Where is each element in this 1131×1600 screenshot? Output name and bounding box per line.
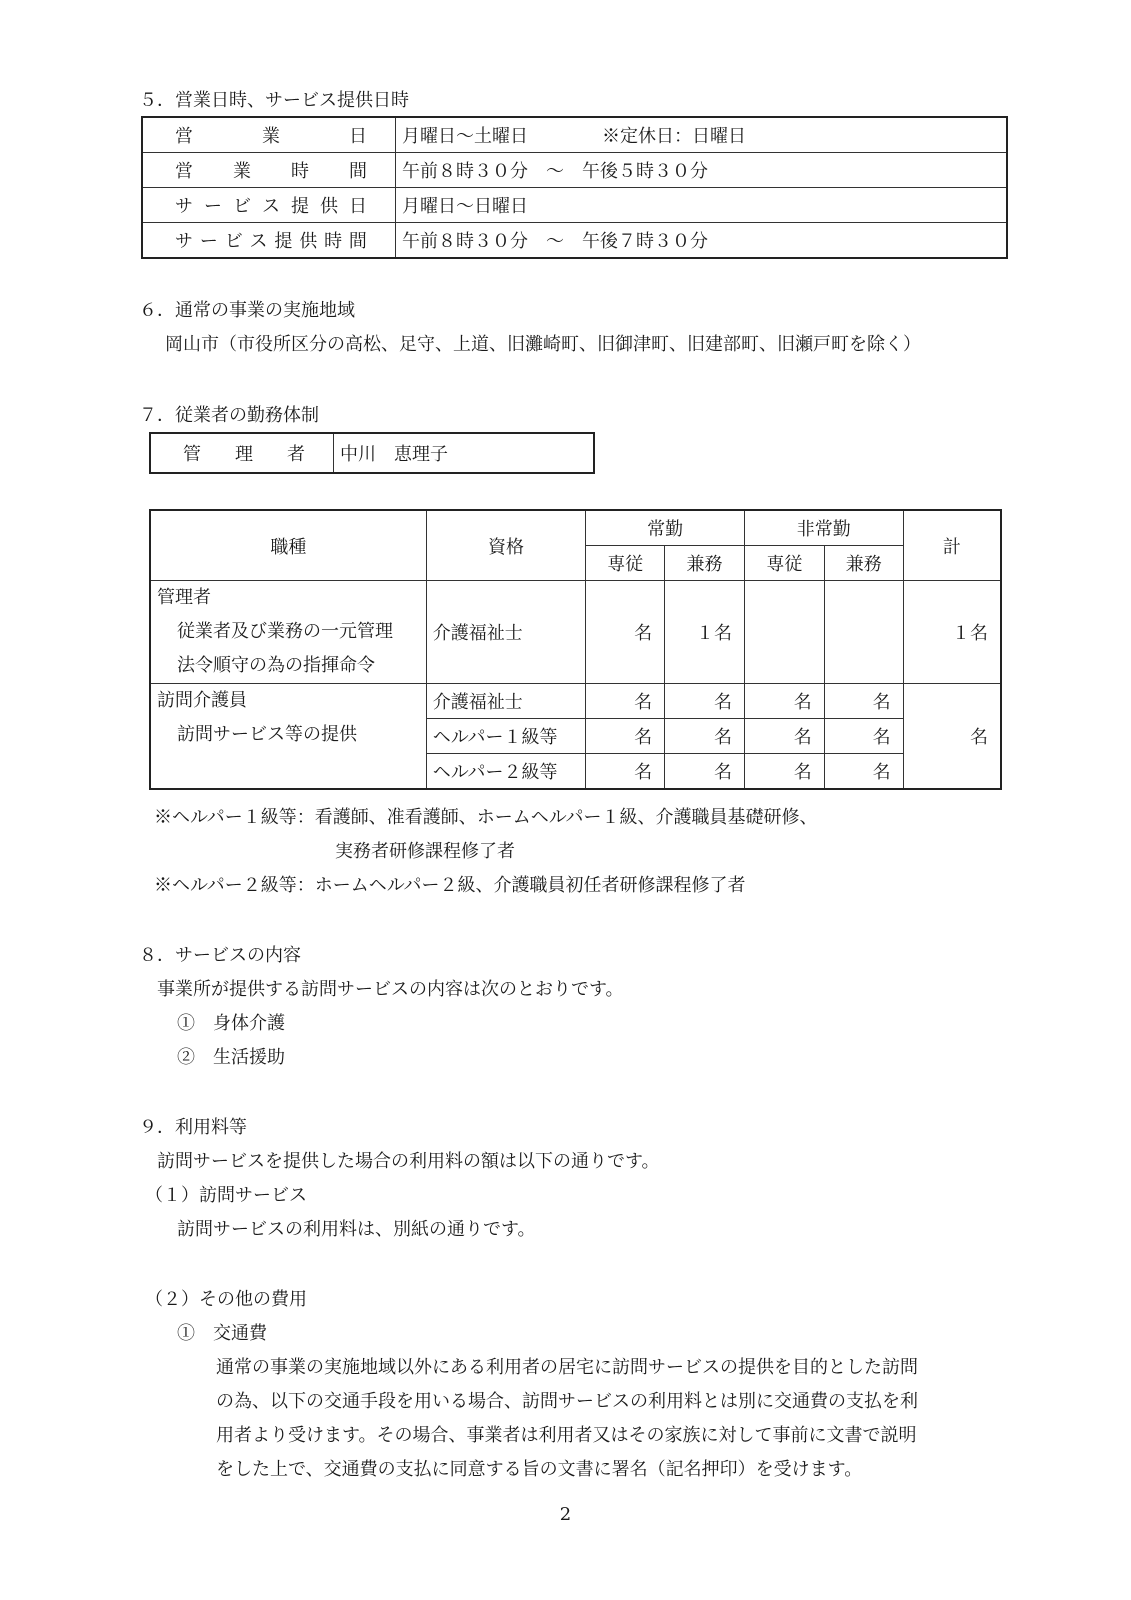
hours-value-note: ※定休日：日曜日 <box>602 126 746 147</box>
label-char: 日 <box>349 196 367 217</box>
section8-heading: ８．サービスの内容 <box>139 945 301 966</box>
manager-table <box>149 432 595 474</box>
label-char: 営 <box>175 126 193 147</box>
manager-role-desc1: 従業者及び業務の一元管理 <box>177 621 393 642</box>
service-item-1: ① 身体介護 <box>177 1013 285 1034</box>
hours-row-value <box>396 153 1008 188</box>
section9-heading: ９．利用料等 <box>139 1117 247 1138</box>
section7-heading: ７．従業者の勤務体制 <box>139 405 319 426</box>
hv-2-pt-dedicated: 名 <box>744 754 824 790</box>
header-fulltime: 常勤 <box>586 510 745 546</box>
sub2-line-3: 用者より受けます。その場合、事業者は利用者又はその家族に対して事前に文書で説明 <box>216 1425 917 1446</box>
service-area-text: 岡山市（市役所区分の高松、足守、上道、旧灘崎町、旧御津町、旧建部町、旧瀬戸町を除く） <box>165 334 921 355</box>
home-helper-desc: 訪問サービス等の提供 <box>177 724 357 745</box>
page-number: 2 <box>559 1504 572 1525</box>
label-char: 業 <box>262 126 280 147</box>
hours-value-main: 月曜日～日曜日 <box>402 196 528 217</box>
hours-row <box>142 117 1007 153</box>
label-char: ビ <box>224 231 243 252</box>
manager-role-desc2: 法令順守の為の指揮命令 <box>177 655 375 676</box>
hv-1-pt-concurrent: 名 <box>824 719 903 754</box>
hv-0-pt-concurrent: 名 <box>824 684 903 719</box>
manager-qualification: 介護福祉士 <box>426 581 586 684</box>
section8-intro: 事業所が提供する訪問サービスの内容は次のとおりです。 <box>157 979 624 1000</box>
manager-label <box>150 433 334 473</box>
hours-value-main: 午前８時３０分 ～ 午後５時３０分 <box>402 161 708 182</box>
manager-pt-dedicated <box>744 581 824 684</box>
sub2-line-2: の為、以下の交通手段を用いる場合、訪問サービスの利用料とは別に交通費の支払を利 <box>216 1391 918 1412</box>
header-fulltime-concurrent: 兼務 <box>665 546 745 581</box>
label-char: 時 <box>324 231 343 252</box>
header-qualification: 資格 <box>426 510 586 581</box>
home-helper-title: 訪問介護員 <box>157 690 247 711</box>
section6-heading: ６．通常の事業の実施地域 <box>139 300 355 321</box>
hv-qual-0: 介護福祉士 <box>426 684 586 719</box>
hours-row-label <box>142 223 396 259</box>
label-char: サ <box>175 231 193 252</box>
hv-2-ft-concurrent: 名 <box>665 754 745 790</box>
manager-total: １名 <box>903 581 1001 684</box>
hours-row-label <box>142 153 396 188</box>
note-helper1-line1: ※ヘルパー１級等：看護師、准看護師、ホームヘルパー１級、介護職員基礎研修、 <box>154 807 818 828</box>
hours-row <box>142 153 1007 188</box>
label-char: 業 <box>233 161 251 182</box>
header-parttime-dedicated: 専従 <box>744 546 824 581</box>
label-char: 時 <box>291 161 309 182</box>
hours-row-value <box>396 117 1008 153</box>
section5-heading: ５．営業日時、サービス提供日時 <box>139 90 409 111</box>
hv-0-ft-dedicated: 名 <box>586 684 665 719</box>
hv-0-ft-concurrent: 名 <box>665 684 745 719</box>
header-total: 計 <box>903 510 1001 581</box>
hv-qual-1: ヘルパー１級等 <box>426 719 586 754</box>
manager-role-cell <box>150 581 426 684</box>
header-fulltime-dedicated: 専従 <box>586 546 665 581</box>
label-char: ビ <box>233 196 251 217</box>
manager-role-title: 管理者 <box>157 587 211 608</box>
label-char: サ <box>175 196 193 217</box>
hours-row-value <box>396 188 1008 223</box>
label-char: 営 <box>175 161 193 182</box>
hv-2-pt-concurrent: 名 <box>824 754 903 790</box>
service-item-2: ② 生活援助 <box>177 1047 285 1068</box>
header-job: 職種 <box>150 510 426 581</box>
hours-row <box>142 188 1007 223</box>
label-char: ス <box>262 196 280 217</box>
section9-intro: 訪問サービスを提供した場合の利用料の額は以下の通りです。 <box>157 1151 660 1172</box>
sub2-item-transport: ① 交通費 <box>177 1323 267 1344</box>
staff-table <box>149 509 1002 790</box>
sub2-line-1: 通常の事業の実施地域以外にある利用者の居宅に訪問サービスの提供を目的とした訪問 <box>216 1357 918 1378</box>
hours-value-main: 午前８時３０分 ～ 午後７時３０分 <box>402 231 708 252</box>
manager-label-char: 管 <box>183 444 201 465</box>
hv-1-pt-dedicated: 名 <box>744 719 824 754</box>
label-char: 間 <box>348 231 367 252</box>
home-helper-total: 名 <box>903 684 1001 790</box>
manager-pt-concurrent <box>824 581 903 684</box>
label-char: 提 <box>274 231 293 252</box>
hv-qual-2: ヘルパー２級等 <box>426 754 586 790</box>
note-helper2: ※ヘルパー２級等：ホームヘルパー２級、介護職員初任者研修課程修了者 <box>154 875 746 896</box>
manager-ft-dedicated: 名 <box>586 581 665 684</box>
note-helper1-line2: 実務者研修課程修了者 <box>335 841 515 862</box>
sub2-line-4: をした上で、交通費の支払に同意する旨の文書に署名（記名押印）を受けます。 <box>216 1459 863 1480</box>
home-helper-role-cell <box>150 684 426 790</box>
hv-1-ft-dedicated: 名 <box>586 719 665 754</box>
hours-row-value <box>396 223 1008 259</box>
hv-1-ft-concurrent: 名 <box>665 719 745 754</box>
sub2-heading: （２）その他の費用 <box>145 1289 307 1310</box>
label-char: ス <box>249 231 268 252</box>
hours-row-label <box>142 117 396 153</box>
manager-label-char: 者 <box>287 444 305 465</box>
header-parttime-concurrent: 兼務 <box>824 546 903 581</box>
business-hours-table <box>141 116 1008 259</box>
label-char: ー <box>204 196 222 217</box>
hv-2-ft-dedicated: 名 <box>586 754 665 790</box>
hv-0-pt-dedicated: 名 <box>744 684 824 719</box>
sub1-heading: （１）訪問サービス <box>145 1185 307 1206</box>
hours-row <box>142 223 1007 259</box>
manager-name: 中川 恵理子 <box>334 433 595 473</box>
hours-value-main: 月曜日～土曜日 <box>402 126 528 147</box>
label-char: 供 <box>299 231 318 252</box>
label-char: ー <box>199 231 218 252</box>
sub1-body: 訪問サービスの利用料は、別紙の通りです。 <box>177 1219 536 1240</box>
label-char: 日 <box>349 126 367 147</box>
header-parttime: 非常勤 <box>744 510 903 546</box>
manager-ft-concurrent: １名 <box>665 581 745 684</box>
hours-row-label <box>142 188 396 223</box>
manager-label-char: 理 <box>235 444 253 465</box>
label-char: 提 <box>291 196 309 217</box>
label-char: 供 <box>320 196 338 217</box>
label-char: 間 <box>349 161 367 182</box>
